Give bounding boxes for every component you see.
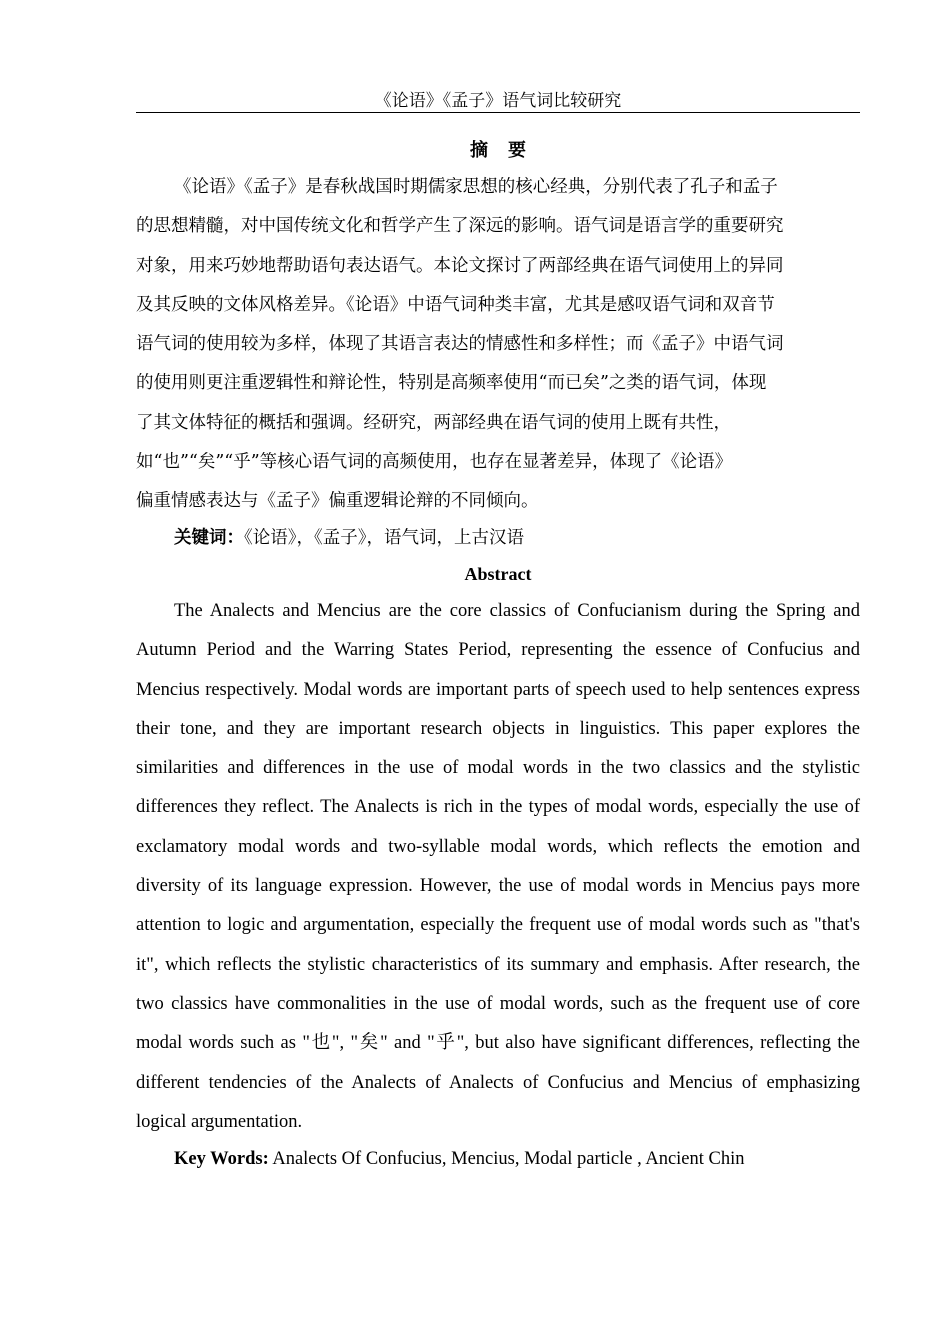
- en-abstract-line: Mencius respectively. Modal words are important parts of speech used to help sentences express: [136, 679, 860, 700]
- cn-keywords-text: 《论语》，《孟子》，语气词，上古汉语: [244, 528, 524, 548]
- en-abstract-line: differences they reflect. The Analects is rich in the types of modal words, especially the use of: [136, 797, 860, 818]
- en-keywords: [174, 1140, 745, 1179]
- running-header-title: 《论语》《孟子》语气词比较研究: [374, 91, 622, 111]
- en-abstract-line: The Analects and Mencius are the core classics of Confucianism during the Spring and: [174, 601, 860, 621]
- en-keywords-text: Analects Of Confucius, Mencius, Modal particle , Ancient Chin: [268, 1149, 745, 1169]
- en-abstract-body: [136, 592, 860, 1142]
- cn-keywords: [174, 519, 524, 558]
- cn-abstract-title-char: 摘: [470, 140, 488, 161]
- en-abstract-line: exclamatory modal words and two-syllable modal words, which reflects the emotion and: [136, 836, 860, 857]
- cn-abstract-body: [136, 168, 860, 522]
- cn-abstract-line: 了其文体特征的概括和强调。经研究，两部经典在语气词的使用上既有共性，: [136, 412, 731, 433]
- cn-abstract-line: 偏重情感表达与《孟子》偏重逻辑论辩的不同倾向。: [136, 491, 539, 512]
- cn-abstract-line: 《论语》《孟子》是春秋战国时期儒家思想的核心经典，分别代表了孔子和孟子: [174, 177, 778, 197]
- cn-abstract-line: 语气词的使用较为多样，体现了其语言表达的情感性和多样性；而《孟子》中语气词: [136, 334, 784, 355]
- cn-abstract-line: 如“也”“矣”“乎”等核心语气词的高频使用，也存在显著差异，体现了《论语》: [136, 452, 733, 473]
- cn-abstract-line: 及其反映的文体风格差异。《论语》中语气词种类丰富，尤其是感叹语气词和双音节: [136, 294, 775, 315]
- cn-abstract-line: 对象，用来巧妙地帮助语句表达语气。本论文探讨了两部经典在语气词使用上的异同: [136, 255, 784, 276]
- cn-keywords-label: 关键词：: [174, 528, 244, 548]
- en-abstract-line: their tone, and they are important research objects in linguistics. This paper explores the: [136, 718, 860, 739]
- en-abstract-line: Autumn Period and the Warring States Period, representing the essence of Confucius and: [136, 640, 860, 661]
- en-abstract-title: Abstract: [464, 564, 532, 584]
- en-abstract-line: similarities and differences in the use of modal words in the two classics and the stylistic: [136, 758, 860, 779]
- cn-abstract-title-char: 要: [508, 140, 526, 161]
- running-header: [136, 90, 860, 113]
- cn-abstract-line: 的使用则更注重逻辑性和辩论性，特别是高频率使用“而已矣”之类的语气词，体现: [136, 373, 767, 394]
- en-abstract-line: diversity of its language expression. However, the use of modal words in Mencius pays more: [136, 876, 860, 897]
- cn-abstract-line: 的思想精髓，对中国传统文化和哲学产生了深远的影响。语气词是语言学的重要研究: [136, 216, 784, 237]
- en-abstract-line: logical argumentation.: [136, 1111, 303, 1132]
- en-abstract-line: modal words such as "也", "矣" and "乎", but also have significant differences, reflecting the: [136, 1033, 860, 1054]
- en-abstract-line: different tendencies of the Analects of Analects of Confucius and Mencius of emphasizing: [136, 1072, 860, 1093]
- en-abstract-line: attention to logic and argumentation, especially the frequent use of modal words such as "that's: [136, 915, 860, 936]
- cn-abstract-title: [136, 139, 860, 163]
- en-keywords-label: Key Words:: [174, 1149, 269, 1169]
- en-abstract-line: it", which reflects the stylistic characteristics of its summary and emphasis. After research, the: [136, 954, 860, 975]
- en-abstract-line: two classics have commonalities in the use of modal words, such as the frequent use of core: [136, 993, 860, 1014]
